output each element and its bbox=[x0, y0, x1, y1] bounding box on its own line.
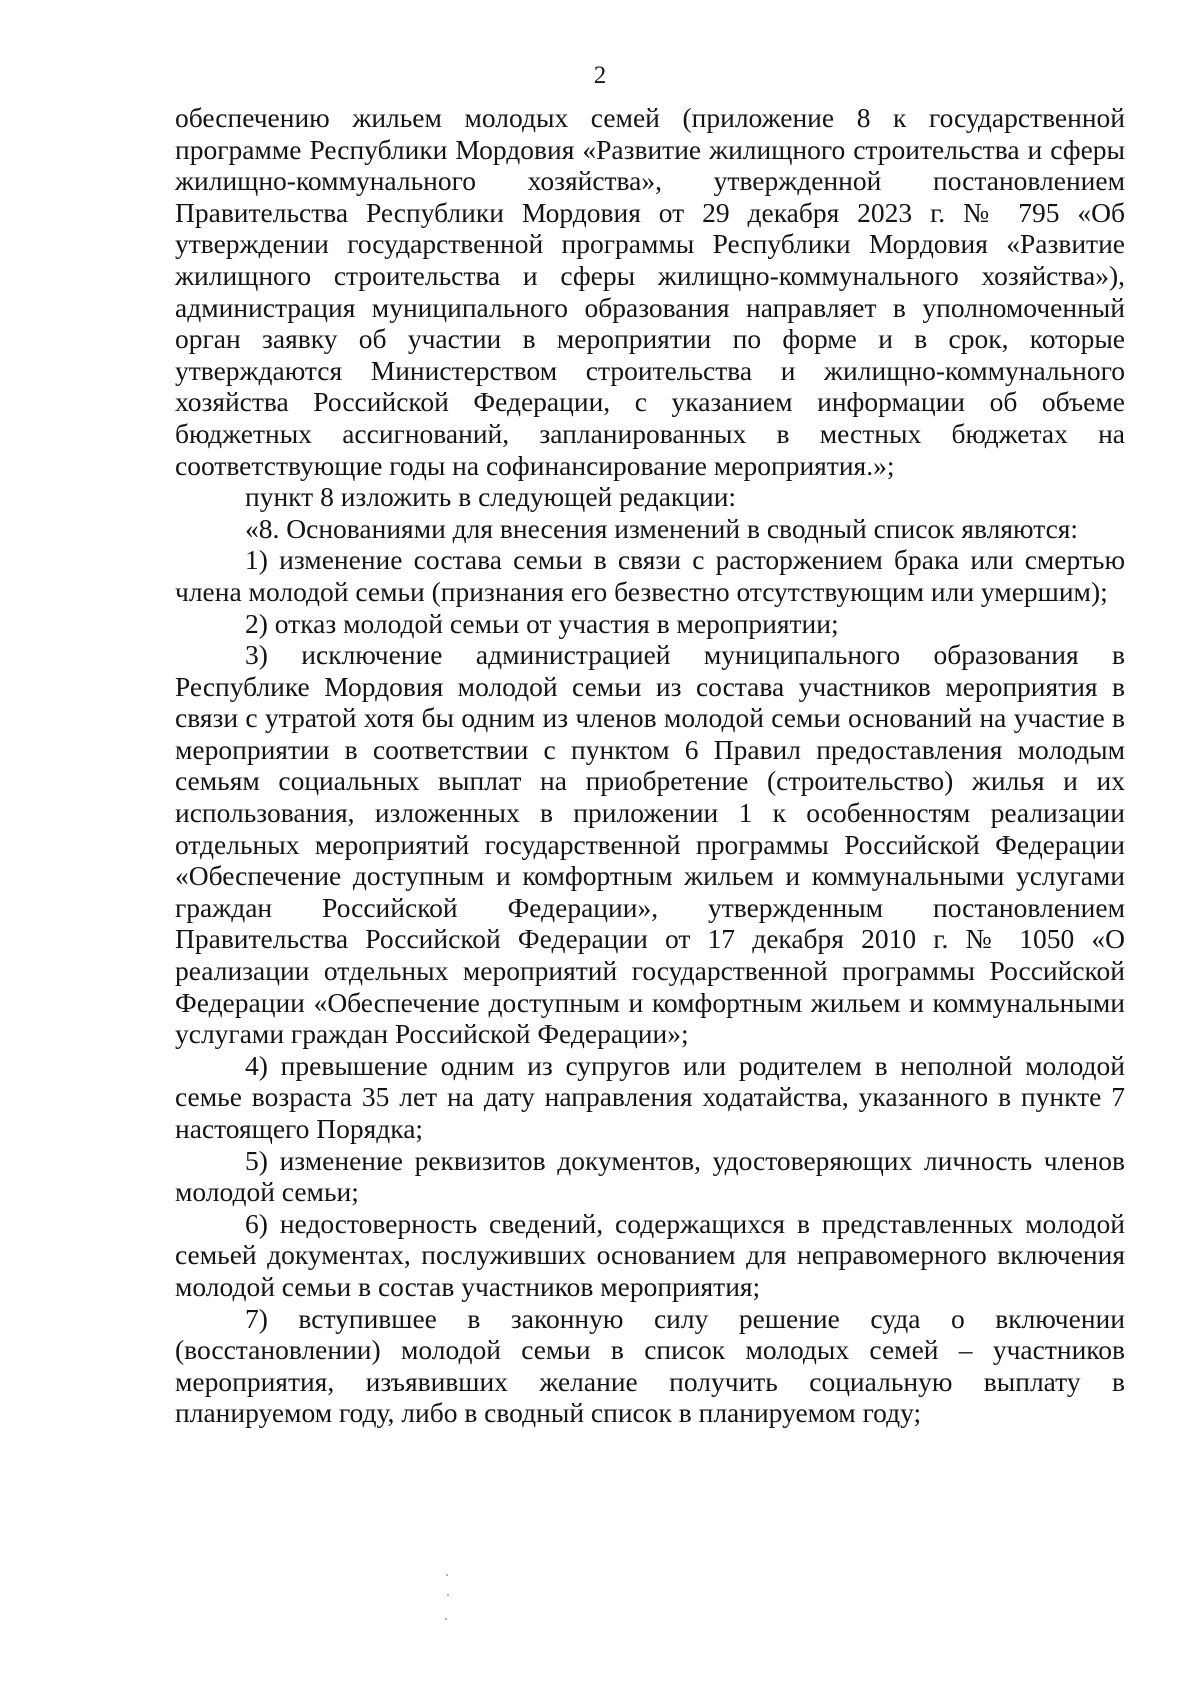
list-item-1: 1) изменение состава семьи в связи с расторжением брака или смертью члена молодой семьи (признания его безвестно отсутствующим или умершим); bbox=[175, 544, 1125, 607]
paragraph-amendment-intro: пункт 8 изложить в следующей редакции: bbox=[245, 481, 737, 513]
scan-speck bbox=[445, 1618, 447, 1620]
scan-specks bbox=[446, 1574, 450, 1624]
list-item-5: 5) изменение реквизитов документов, удостоверяющих личность членов молодой семьи; bbox=[175, 1144, 1125, 1208]
scan-speck bbox=[446, 1574, 448, 1576]
list-item-6: 6) недостоверность сведений, содержащихся в представленных молодой семьей документах, послуживших основанием для неправомерного включения молодой семьи в состав участников мероприятия; bbox=[175, 1207, 1125, 1302]
paragraph-item-8-heading: «8. Основаниями для внесения изменений в сводный список являются: bbox=[245, 512, 1079, 544]
list-item-7: 7) вступившее в законную силу решение суда о включении (восстановлении) молодой семьи в список молодых семей – участников мероприятия, изъявивших желание получить социальную выплату в планируемом году, либо в сводный список в планируемом году; bbox=[175, 1302, 1125, 1429]
page-number: 2 bbox=[593, 62, 607, 89]
scan-speck bbox=[447, 1594, 449, 1596]
paragraph-continuation: обеспечению жильем молодых семей (приложение 8 к государственной программе Республики Мордовия «Развитие жилищного строительства и сферы жилищно-коммунального хозяйства», утвержденной постановлением Правительства Республики Мордовия от 29 декабря 2023 г. № 795 «Об утверждении государственной программы Республики Мордовия «Развитие жилищного строительства и сферы жилищно-коммунального хозяйства»), администрация муниципального образования направляет в уполномоченный орган заявку об участии в мероприятии по форме и в срок, которые утверждаются Министерством строительства и жилищно-коммунального хозяйства Российской Федерации, с указанием информации об объеме бюджетных ассигнований, запланированных в местных бюджетах на соответствующие годы на софинансирование мероприятия.»; bbox=[175, 102, 1125, 481]
list-item-3: 3) исключение администрацией муниципального образования в Республике Мордовия молодой семьи из состава участников мероприятия в связи с утратой хотя бы одним из членов молодой семьи оснований на участие в мероприятии в соответствии с пунктом 6 Правил предоставления молодым семьям социальных выплат на приобретение (строительство) жилья и их использования, изложенных в приложении 1 к особенностям реализации отдельных мероприятий государственной программы Российской Федерации «Обеспечение доступным и комфортным жильем и коммунальными услугами граждан Российской Федерации», утвержденным постановлением Правительства Российской Федерации от 17 декабря 2010 г. № 1050 «О реализации отдельных мероприятий государственной программы Российской Федерации «Обеспечение доступным и комфортным жильем и коммунальными услугами граждан Российской Федерации»; bbox=[175, 639, 1125, 1050]
list-item-2: 2) отказ молодой семьи от участия в мероприятии; bbox=[245, 607, 839, 639]
document-body bbox=[175, 102, 1125, 1429]
list-item-4: 4) превышение одним из супругов или родителем в неполной молодой семье возраста 35 лет на дату направления ходатайства, указанного в пункте 7 настоящего Порядка; bbox=[175, 1049, 1125, 1144]
